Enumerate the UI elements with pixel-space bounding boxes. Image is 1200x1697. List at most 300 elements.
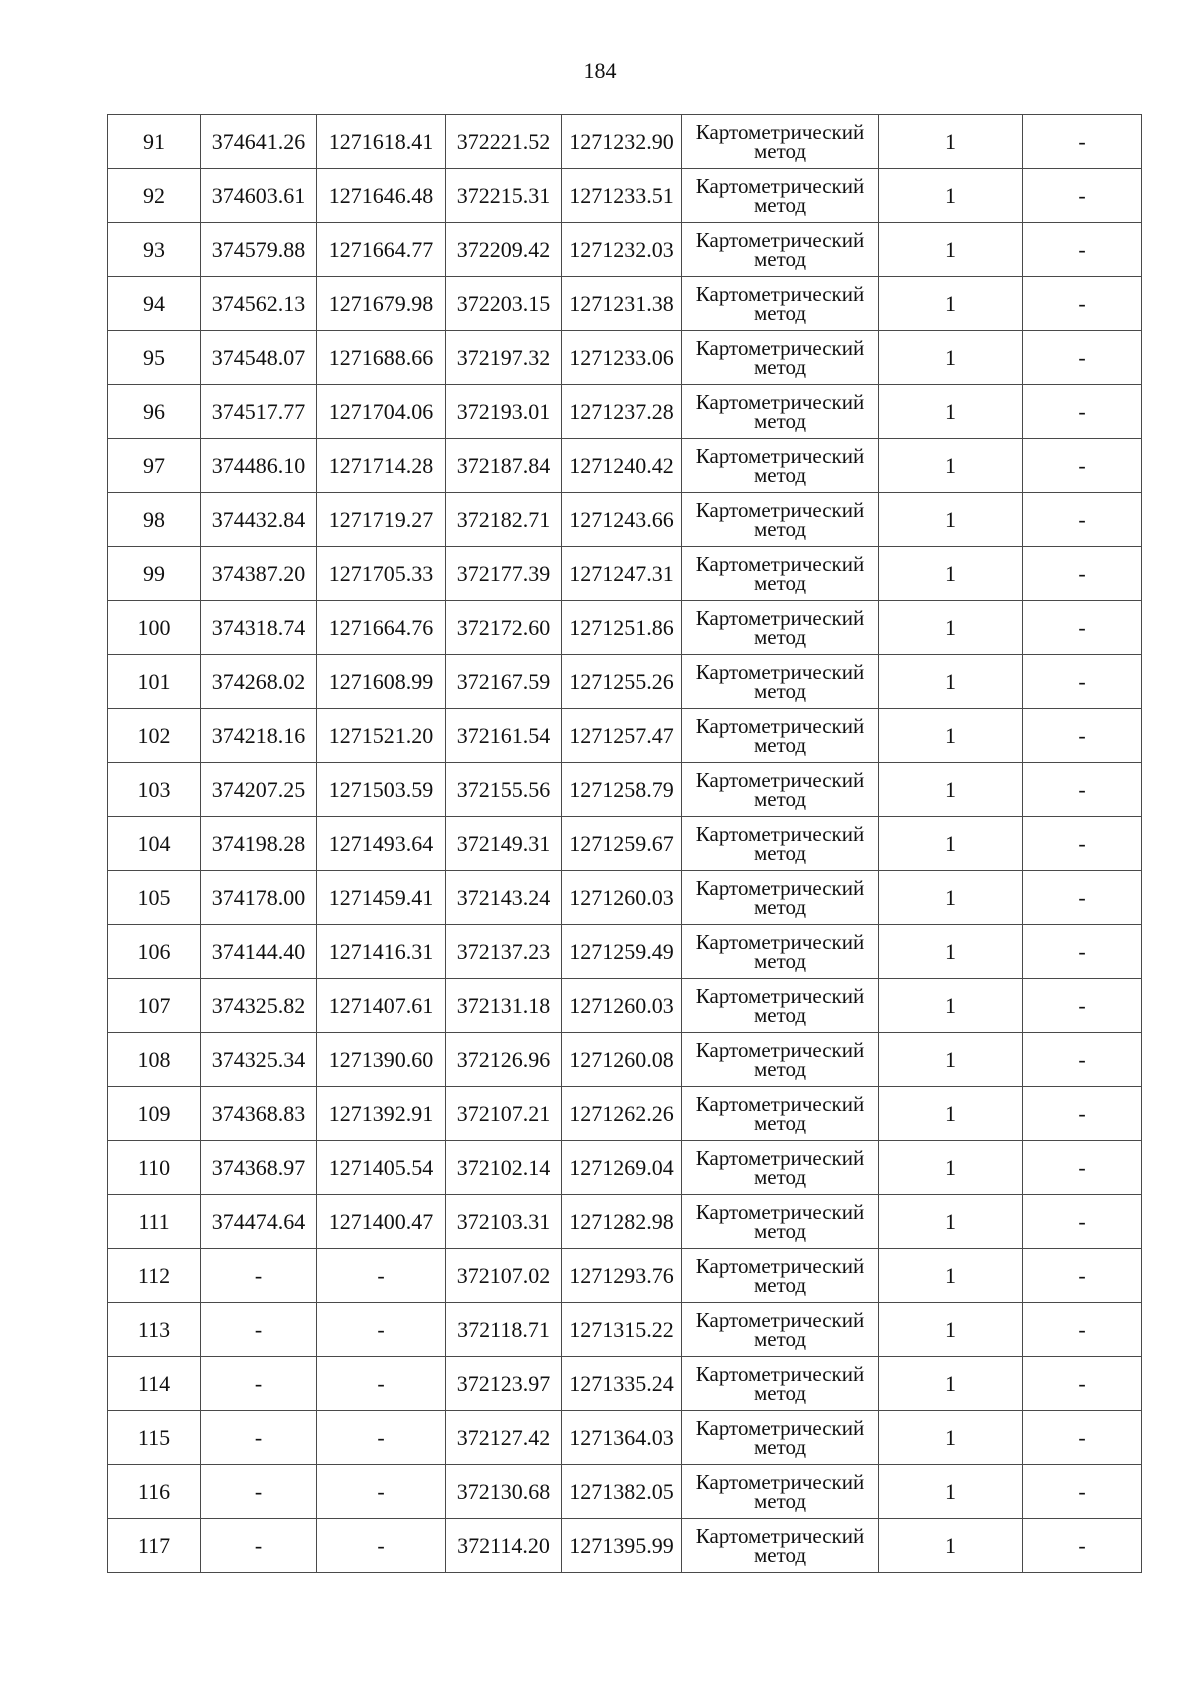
precision-cell: 1: [879, 439, 1023, 493]
table-row: [108, 115, 1142, 169]
method-label-line2: метод: [753, 1488, 807, 1513]
table-row: [108, 601, 1142, 655]
method-label-line2: метод: [753, 1164, 807, 1189]
y-new-cell: 1271255.26: [562, 655, 682, 709]
point-number-cell: 111: [108, 1195, 201, 1249]
method-label-line2: метод: [753, 246, 807, 271]
method-cell: [682, 1087, 879, 1141]
precision-cell: 1: [879, 385, 1023, 439]
precision-cell: 1: [879, 1195, 1023, 1249]
x-old-cell: 374474.64: [201, 1195, 317, 1249]
x-new-cell: 372193.01: [446, 385, 562, 439]
y-old-cell: 1271719.27: [317, 493, 446, 547]
method-label-line1: Картометрический: [695, 335, 865, 360]
precision-cell: 1: [879, 115, 1023, 169]
precision-cell: 1: [879, 925, 1023, 979]
method-label-line2: метод: [753, 840, 807, 865]
x-old-cell: 374218.16: [201, 709, 317, 763]
method-label-line1: Картометрический: [695, 281, 865, 306]
y-new-cell: 1271243.66: [562, 493, 682, 547]
precision-cell: 1: [879, 1411, 1023, 1465]
method-label-line2: метод: [753, 678, 807, 703]
table-row: [108, 1465, 1142, 1519]
method-cell: [682, 601, 879, 655]
method-label-line1: Картометрический: [695, 875, 865, 900]
method-label-line1: Картометрический: [695, 173, 865, 198]
method-label-line1: Картометрический: [695, 443, 865, 468]
x-new-cell: 372126.96: [446, 1033, 562, 1087]
precision-cell: 1: [879, 1357, 1023, 1411]
method-cell: [682, 1141, 879, 1195]
x-old-cell: 374198.28: [201, 817, 317, 871]
description-cell: -: [1023, 1357, 1142, 1411]
table-row: [108, 223, 1142, 277]
x-old-cell: 374178.00: [201, 871, 317, 925]
point-number-cell: 97: [108, 439, 201, 493]
point-number-cell: 115: [108, 1411, 201, 1465]
x-old-cell: 374548.07: [201, 331, 317, 385]
method-label-line2: метод: [753, 1326, 807, 1351]
point-number-cell: 109: [108, 1087, 201, 1141]
description-cell: -: [1023, 871, 1142, 925]
x-old-cell: 374325.82: [201, 979, 317, 1033]
y-old-cell: 1271407.61: [317, 979, 446, 1033]
x-old-cell: -: [201, 1465, 317, 1519]
y-old-cell: 1271664.77: [317, 223, 446, 277]
x-old-cell: 374368.83: [201, 1087, 317, 1141]
method-label-line2: метод: [753, 462, 807, 487]
table-row: [108, 331, 1142, 385]
point-number-cell: 94: [108, 277, 201, 331]
y-old-cell: 1271618.41: [317, 115, 446, 169]
y-old-cell: 1271416.31: [317, 925, 446, 979]
table-row: [108, 817, 1142, 871]
y-new-cell: 1271260.08: [562, 1033, 682, 1087]
y-old-cell: 1271459.41: [317, 871, 446, 925]
method-cell: [682, 493, 879, 547]
description-cell: -: [1023, 1033, 1142, 1087]
table-row: [108, 1087, 1142, 1141]
x-new-cell: 372123.97: [446, 1357, 562, 1411]
x-old-cell: 374207.25: [201, 763, 317, 817]
y-new-cell: 1271293.76: [562, 1249, 682, 1303]
x-new-cell: 372118.71: [446, 1303, 562, 1357]
table-row: [108, 1357, 1142, 1411]
point-number-cell: 103: [108, 763, 201, 817]
point-number-cell: 95: [108, 331, 201, 385]
y-new-cell: 1271282.98: [562, 1195, 682, 1249]
y-old-cell: -: [317, 1519, 446, 1573]
y-new-cell: 1271315.22: [562, 1303, 682, 1357]
method-label-line2: метод: [753, 1380, 807, 1405]
method-label-line1: Картометрический: [695, 1199, 865, 1224]
x-new-cell: 372197.32: [446, 331, 562, 385]
method-cell: [682, 385, 879, 439]
method-label-line1: Картометрический: [695, 1415, 865, 1440]
point-number-cell: 91: [108, 115, 201, 169]
x-new-cell: 372107.21: [446, 1087, 562, 1141]
x-new-cell: 372161.54: [446, 709, 562, 763]
y-new-cell: 1271269.04: [562, 1141, 682, 1195]
description-cell: -: [1023, 1303, 1142, 1357]
method-label-line2: метод: [753, 408, 807, 433]
x-old-cell: 374387.20: [201, 547, 317, 601]
y-new-cell: 1271257.47: [562, 709, 682, 763]
method-label-line2: метод: [753, 516, 807, 541]
coordinates-table: [107, 114, 1142, 1573]
y-old-cell: 1271705.33: [317, 547, 446, 601]
description-cell: -: [1023, 817, 1142, 871]
x-old-cell: 374268.02: [201, 655, 317, 709]
description-cell: -: [1023, 1465, 1142, 1519]
x-new-cell: 372177.39: [446, 547, 562, 601]
precision-cell: 1: [879, 979, 1023, 1033]
y-new-cell: 1271395.99: [562, 1519, 682, 1573]
precision-cell: 1: [879, 331, 1023, 385]
method-label-line1: Картометрический: [695, 1523, 865, 1548]
point-number-cell: 98: [108, 493, 201, 547]
y-new-cell: 1271258.79: [562, 763, 682, 817]
x-old-cell: -: [201, 1357, 317, 1411]
point-number-cell: 93: [108, 223, 201, 277]
method-label-line1: Картометрический: [695, 119, 865, 144]
x-old-cell: 374579.88: [201, 223, 317, 277]
precision-cell: 1: [879, 601, 1023, 655]
description-cell: -: [1023, 169, 1142, 223]
point-number-cell: 116: [108, 1465, 201, 1519]
table-row: [108, 1303, 1142, 1357]
x-new-cell: 372103.31: [446, 1195, 562, 1249]
method-cell: [682, 277, 879, 331]
point-number-cell: 117: [108, 1519, 201, 1573]
y-new-cell: 1271233.06: [562, 331, 682, 385]
method-cell: [682, 439, 879, 493]
x-old-cell: -: [201, 1303, 317, 1357]
table-body: [108, 115, 1142, 1573]
description-cell: -: [1023, 493, 1142, 547]
y-old-cell: 1271664.76: [317, 601, 446, 655]
y-new-cell: 1271233.51: [562, 169, 682, 223]
description-cell: -: [1023, 439, 1142, 493]
method-cell: [682, 169, 879, 223]
x-new-cell: 372143.24: [446, 871, 562, 925]
y-new-cell: 1271259.49: [562, 925, 682, 979]
method-cell: [682, 1519, 879, 1573]
method-label-line2: метод: [753, 570, 807, 595]
method-label-line2: метод: [753, 1218, 807, 1243]
method-label-line1: Картометрический: [695, 821, 865, 846]
description-cell: -: [1023, 979, 1142, 1033]
table-row: [108, 547, 1142, 601]
x-new-cell: 372149.31: [446, 817, 562, 871]
method-label-line1: Картометрический: [695, 1307, 865, 1332]
method-label-line1: Картометрический: [695, 659, 865, 684]
y-old-cell: 1271503.59: [317, 763, 446, 817]
description-cell: -: [1023, 925, 1142, 979]
y-old-cell: 1271493.64: [317, 817, 446, 871]
description-cell: -: [1023, 1195, 1142, 1249]
x-new-cell: 372187.84: [446, 439, 562, 493]
point-number-cell: 107: [108, 979, 201, 1033]
x-new-cell: 372131.18: [446, 979, 562, 1033]
method-cell: [682, 817, 879, 871]
y-old-cell: -: [317, 1303, 446, 1357]
precision-cell: 1: [879, 1303, 1023, 1357]
method-label-line1: Картометрический: [695, 929, 865, 954]
x-new-cell: 372102.14: [446, 1141, 562, 1195]
table-row: [108, 439, 1142, 493]
method-label-line2: метод: [753, 1542, 807, 1567]
x-old-cell: 374562.13: [201, 277, 317, 331]
y-old-cell: -: [317, 1249, 446, 1303]
method-label-line2: метод: [753, 948, 807, 973]
precision-cell: 1: [879, 1519, 1023, 1573]
point-number-cell: 106: [108, 925, 201, 979]
y-new-cell: 1271364.03: [562, 1411, 682, 1465]
y-old-cell: 1271679.98: [317, 277, 446, 331]
method-cell: [682, 979, 879, 1033]
method-label-line2: метод: [753, 192, 807, 217]
point-number-cell: 104: [108, 817, 201, 871]
x-old-cell: 374486.10: [201, 439, 317, 493]
x-new-cell: 372137.23: [446, 925, 562, 979]
table-row: [108, 385, 1142, 439]
method-label-line1: Картометрический: [695, 713, 865, 738]
method-label-line2: метод: [753, 1434, 807, 1459]
precision-cell: 1: [879, 169, 1023, 223]
y-new-cell: 1271237.28: [562, 385, 682, 439]
x-old-cell: 374432.84: [201, 493, 317, 547]
y-new-cell: 1271262.26: [562, 1087, 682, 1141]
precision-cell: 1: [879, 871, 1023, 925]
table-row: [108, 169, 1142, 223]
y-new-cell: 1271240.42: [562, 439, 682, 493]
point-number-cell: 96: [108, 385, 201, 439]
precision-cell: 1: [879, 763, 1023, 817]
method-cell: [682, 1249, 879, 1303]
x-new-cell: 372182.71: [446, 493, 562, 547]
description-cell: -: [1023, 1411, 1142, 1465]
method-label-line2: метод: [753, 1272, 807, 1297]
method-label-line2: метод: [753, 1056, 807, 1081]
x-new-cell: 372215.31: [446, 169, 562, 223]
y-old-cell: -: [317, 1357, 446, 1411]
y-new-cell: 1271231.38: [562, 277, 682, 331]
method-label-line1: Картометрический: [695, 389, 865, 414]
method-cell: [682, 1357, 879, 1411]
table-row: [108, 925, 1142, 979]
x-old-cell: 374318.74: [201, 601, 317, 655]
method-label-line1: Картометрический: [695, 605, 865, 630]
y-old-cell: 1271392.91: [317, 1087, 446, 1141]
description-cell: -: [1023, 709, 1142, 763]
y-new-cell: 1271382.05: [562, 1465, 682, 1519]
method-cell: [682, 547, 879, 601]
method-label-line2: метод: [753, 1110, 807, 1135]
method-cell: [682, 655, 879, 709]
precision-cell: 1: [879, 547, 1023, 601]
method-label-line1: Картометрический: [695, 983, 865, 1008]
x-new-cell: 372127.42: [446, 1411, 562, 1465]
point-number-cell: 113: [108, 1303, 201, 1357]
precision-cell: 1: [879, 1465, 1023, 1519]
y-old-cell: 1271714.28: [317, 439, 446, 493]
method-label-line2: метод: [753, 786, 807, 811]
description-cell: -: [1023, 1087, 1142, 1141]
y-old-cell: 1271390.60: [317, 1033, 446, 1087]
y-old-cell: 1271405.54: [317, 1141, 446, 1195]
method-label-line2: метод: [753, 300, 807, 325]
point-number-cell: 114: [108, 1357, 201, 1411]
x-new-cell: 372221.52: [446, 115, 562, 169]
method-label-line2: метод: [753, 138, 807, 163]
y-old-cell: 1271704.06: [317, 385, 446, 439]
method-label-line2: метод: [753, 354, 807, 379]
y-old-cell: 1271688.66: [317, 331, 446, 385]
point-number-cell: 112: [108, 1249, 201, 1303]
x-new-cell: 372107.02: [446, 1249, 562, 1303]
x-new-cell: 372167.59: [446, 655, 562, 709]
point-number-cell: 101: [108, 655, 201, 709]
precision-cell: 1: [879, 493, 1023, 547]
y-new-cell: 1271260.03: [562, 871, 682, 925]
description-cell: -: [1023, 547, 1142, 601]
method-label-line2: метод: [753, 894, 807, 919]
table-row: [108, 277, 1142, 331]
table-row: [108, 655, 1142, 709]
table-row: [108, 763, 1142, 817]
method-cell: [682, 1465, 879, 1519]
table-row: [108, 871, 1142, 925]
y-old-cell: -: [317, 1465, 446, 1519]
y-old-cell: 1271608.99: [317, 655, 446, 709]
table-row: [108, 1411, 1142, 1465]
y-old-cell: 1271521.20: [317, 709, 446, 763]
x-new-cell: 372172.60: [446, 601, 562, 655]
y-new-cell: 1271259.67: [562, 817, 682, 871]
precision-cell: 1: [879, 1141, 1023, 1195]
method-cell: [682, 223, 879, 277]
y-new-cell: 1271232.03: [562, 223, 682, 277]
description-cell: -: [1023, 601, 1142, 655]
point-number-cell: 100: [108, 601, 201, 655]
x-new-cell: 372209.42: [446, 223, 562, 277]
precision-cell: 1: [879, 655, 1023, 709]
method-label-line1: Картометрический: [695, 1253, 865, 1278]
precision-cell: 1: [879, 277, 1023, 331]
description-cell: -: [1023, 385, 1142, 439]
table-row: [108, 1249, 1142, 1303]
description-cell: -: [1023, 331, 1142, 385]
page-number: 184: [583, 58, 617, 83]
precision-cell: 1: [879, 1033, 1023, 1087]
x-old-cell: 374517.77: [201, 385, 317, 439]
y-old-cell: 1271646.48: [317, 169, 446, 223]
point-number-cell: 105: [108, 871, 201, 925]
y-old-cell: 1271400.47: [317, 1195, 446, 1249]
y-new-cell: 1271247.31: [562, 547, 682, 601]
x-old-cell: 374603.61: [201, 169, 317, 223]
method-label-line2: метод: [753, 1002, 807, 1027]
table-row: [108, 1033, 1142, 1087]
description-cell: -: [1023, 655, 1142, 709]
description-cell: -: [1023, 115, 1142, 169]
point-number-cell: 99: [108, 547, 201, 601]
y-new-cell: 1271335.24: [562, 1357, 682, 1411]
precision-cell: 1: [879, 1249, 1023, 1303]
x-old-cell: -: [201, 1519, 317, 1573]
x-old-cell: 374641.26: [201, 115, 317, 169]
x-old-cell: -: [201, 1411, 317, 1465]
description-cell: -: [1023, 1519, 1142, 1573]
method-cell: [682, 115, 879, 169]
method-label-line2: метод: [753, 624, 807, 649]
description-cell: -: [1023, 223, 1142, 277]
table-row: [108, 493, 1142, 547]
y-new-cell: 1271232.90: [562, 115, 682, 169]
method-label-line1: Картометрический: [695, 1469, 865, 1494]
description-cell: -: [1023, 763, 1142, 817]
method-label-line1: Картометрический: [695, 227, 865, 252]
table-row: [108, 979, 1142, 1033]
y-new-cell: 1271260.03: [562, 979, 682, 1033]
precision-cell: 1: [879, 223, 1023, 277]
method-cell: [682, 1033, 879, 1087]
precision-cell: 1: [879, 817, 1023, 871]
method-cell: [682, 925, 879, 979]
y-old-cell: -: [317, 1411, 446, 1465]
method-cell: [682, 763, 879, 817]
x-old-cell: 374144.40: [201, 925, 317, 979]
method-label-line1: Картометрический: [695, 551, 865, 576]
method-cell: [682, 1195, 879, 1249]
precision-cell: 1: [879, 709, 1023, 763]
method-cell: [682, 871, 879, 925]
method-label-line2: метод: [753, 732, 807, 757]
point-number-cell: 92: [108, 169, 201, 223]
description-cell: -: [1023, 1141, 1142, 1195]
method-cell: [682, 331, 879, 385]
point-number-cell: 110: [108, 1141, 201, 1195]
table-row: [108, 1519, 1142, 1573]
x-new-cell: 372203.15: [446, 277, 562, 331]
method-label-line1: Картометрический: [695, 1091, 865, 1116]
precision-cell: 1: [879, 1087, 1023, 1141]
table-row: [108, 1195, 1142, 1249]
x-old-cell: 374368.97: [201, 1141, 317, 1195]
method-label-line1: Картометрический: [695, 497, 865, 522]
table-row: [108, 1141, 1142, 1195]
point-number-cell: 108: [108, 1033, 201, 1087]
method-label-line1: Картометрический: [695, 1037, 865, 1062]
description-cell: -: [1023, 1249, 1142, 1303]
method-cell: [682, 1303, 879, 1357]
y-new-cell: 1271251.86: [562, 601, 682, 655]
method-label-line1: Картометрический: [695, 1361, 865, 1386]
method-label-line1: Картометрический: [695, 767, 865, 792]
x-old-cell: -: [201, 1249, 317, 1303]
method-cell: [682, 1411, 879, 1465]
method-cell: [682, 709, 879, 763]
method-label-line1: Картометрический: [695, 1145, 865, 1170]
x-new-cell: 372130.68: [446, 1465, 562, 1519]
x-new-cell: 372114.20: [446, 1519, 562, 1573]
x-old-cell: 374325.34: [201, 1033, 317, 1087]
table-row: [108, 709, 1142, 763]
point-number-cell: 102: [108, 709, 201, 763]
description-cell: -: [1023, 277, 1142, 331]
x-new-cell: 372155.56: [446, 763, 562, 817]
